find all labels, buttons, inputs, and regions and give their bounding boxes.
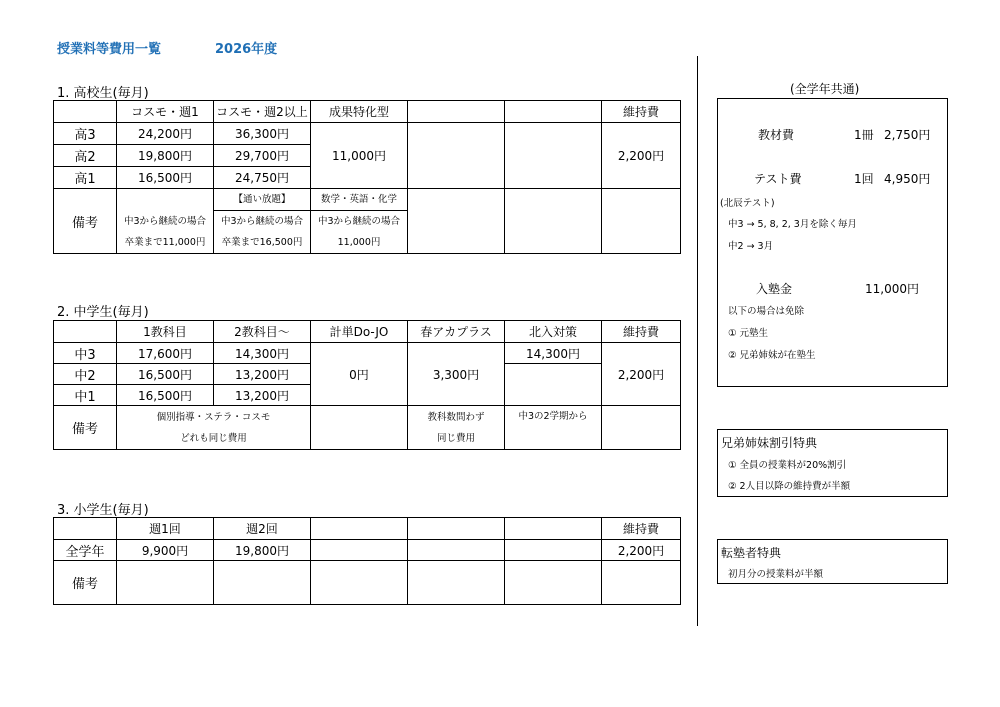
entry-value: 11,000円	[865, 282, 919, 296]
cell: 19,800円	[117, 145, 214, 167]
entry-note: 以下の場合は免除	[728, 306, 805, 317]
middle-section-title: 2. 中学生(毎月)	[57, 305, 149, 320]
cell: 24,750円	[214, 167, 311, 189]
cell: 29,700円	[214, 145, 311, 167]
common-fees-box	[717, 98, 948, 387]
note-line: 卒業まで16,500円	[221, 237, 303, 248]
kyozai-label: 教材費	[758, 128, 795, 142]
dojo-fee: 0円	[311, 343, 408, 406]
column-header: 春アカプラス	[408, 321, 505, 343]
note-line: 数学・英語・化学	[311, 189, 407, 211]
note-cell	[117, 406, 311, 450]
exempt-line: ② 兄弟姉妹が在塾生	[728, 350, 816, 361]
cell: 16,500円	[117, 385, 214, 406]
high-section-title: 1. 高校生(毎月)	[57, 86, 149, 101]
middle-school-table	[53, 320, 681, 450]
note-line: 卒業まで11,000円	[124, 237, 206, 248]
column-header: コスモ・週1	[117, 101, 214, 123]
test-note: (北辰テスト)	[720, 198, 775, 209]
cell: 13,200円	[214, 385, 311, 406]
fiscal-year: 2026年度	[215, 42, 278, 57]
test-line: 中2 → 3月	[728, 241, 774, 252]
elem-section-title: 3. 小学生(毎月)	[57, 503, 149, 518]
note-line: 中3の2学期から	[518, 411, 588, 422]
row-label: 高2	[54, 145, 117, 167]
corner-cell	[54, 518, 117, 540]
note-label: 備考	[54, 406, 117, 450]
empty-cell	[117, 561, 214, 605]
note-line: 同じ費用	[436, 432, 475, 444]
row-label: 高1	[54, 167, 117, 189]
row-label: 中2	[54, 364, 117, 385]
cell: 24,200円	[117, 123, 214, 145]
empty-cell	[505, 123, 602, 189]
column-header: コスモ・週2以上	[214, 101, 311, 123]
empty-cell	[408, 123, 505, 189]
empty-cell	[505, 540, 602, 561]
sibling-line: ① 全員の授業料が20%割引	[728, 460, 847, 471]
cell: 16,500円	[117, 167, 214, 189]
note-line: 11,000円	[337, 237, 381, 248]
column-header: 2教科目～	[214, 321, 311, 343]
common-title: (全学年共通)	[790, 82, 860, 96]
empty-cell	[602, 561, 681, 605]
table-row	[54, 518, 681, 540]
column-header: 計単Do-JO	[311, 321, 408, 343]
cell: 17,600円	[117, 343, 214, 364]
test-label: テスト費	[754, 172, 802, 186]
column-header: 維持費	[602, 321, 681, 343]
sibling-line: ② 2人目以降の維持費が半額	[728, 481, 851, 492]
empty-cell	[408, 540, 505, 561]
note-line: どれも同じ費用	[180, 432, 247, 444]
transfer-box	[717, 539, 948, 584]
note-line: 【通い放題】	[214, 189, 310, 211]
column-header: 週2回	[214, 518, 311, 540]
note-line: 教科数問わず	[427, 411, 485, 423]
seika-fee: 11,000円	[311, 123, 408, 189]
cell: 16,500円	[117, 364, 214, 385]
note-cell	[214, 189, 311, 254]
hokunyu-fee: 14,300円	[505, 343, 602, 364]
transfer-title: 転塾者特典	[721, 546, 782, 560]
cell: 14,300円	[214, 343, 311, 364]
column-header	[505, 518, 602, 540]
kyozai-value: 2,750円	[884, 128, 931, 142]
table-row	[54, 540, 681, 561]
test-value: 4,950円	[884, 172, 931, 186]
vertical-divider	[697, 56, 698, 626]
row-label: 全学年	[54, 540, 117, 561]
empty-cell	[311, 561, 408, 605]
sibling-discount-box	[717, 429, 948, 497]
empty-cell	[311, 406, 408, 450]
haru-fee: 3,300円	[408, 343, 505, 406]
exempt-line: ① 元塾生	[728, 328, 769, 339]
column-header	[408, 518, 505, 540]
empty-cell	[505, 189, 602, 254]
table-row	[54, 561, 681, 605]
test-unit: 1回	[854, 172, 874, 186]
table-row	[54, 189, 681, 254]
note-line: 中3から継続の場合	[220, 216, 304, 227]
empty-cell	[602, 406, 681, 450]
column-header: 1教科目	[117, 321, 214, 343]
maintenance-fee: 2,200円	[602, 343, 681, 406]
table-row	[54, 321, 681, 343]
high-school-table	[53, 100, 681, 254]
column-header: 維持費	[602, 101, 681, 123]
table-row	[54, 406, 681, 450]
column-header: 成果特化型	[311, 101, 408, 123]
table-row	[54, 343, 681, 364]
page-title: 授業料等費用一覧	[57, 42, 162, 57]
empty-cell	[602, 189, 681, 254]
column-header: 北入対策	[505, 321, 602, 343]
entry-label: 入塾金	[756, 282, 793, 296]
column-header: 維持費	[602, 518, 681, 540]
empty-cell	[408, 189, 505, 254]
kyozai-unit: 1冊	[854, 128, 874, 142]
note-label: 備考	[54, 561, 117, 605]
row-label: 中1	[54, 385, 117, 406]
table-row	[54, 101, 681, 123]
column-header	[505, 101, 602, 123]
elementary-table	[53, 517, 681, 605]
maintenance-fee: 2,200円	[602, 540, 681, 561]
corner-cell	[54, 101, 117, 123]
note-cell	[117, 189, 214, 254]
note-cell	[408, 406, 505, 450]
row-label: 中3	[54, 343, 117, 364]
empty-cell	[505, 364, 602, 406]
table-row	[54, 123, 681, 145]
note-label: 備考	[54, 189, 117, 254]
cell: 13,200円	[214, 364, 311, 385]
note-cell	[505, 406, 602, 450]
empty-cell	[311, 540, 408, 561]
maintenance-fee: 2,200円	[602, 123, 681, 189]
transfer-line: 初月分の授業料が半額	[728, 569, 824, 580]
note-cell	[311, 189, 408, 254]
column-header: 週1回	[117, 518, 214, 540]
cell: 36,300円	[214, 123, 311, 145]
row-label: 高3	[54, 123, 117, 145]
empty-cell	[408, 561, 505, 605]
note-line: 中3から継続の場合	[123, 216, 207, 227]
empty-cell	[214, 561, 311, 605]
corner-cell	[54, 321, 117, 343]
test-line: 中3 → 5, 8, 2, 3月を除く毎月	[728, 219, 857, 230]
sibling-title: 兄弟姉妹割引特典	[721, 436, 818, 450]
column-header	[408, 101, 505, 123]
note-line: 中3から継続の場合	[317, 216, 401, 227]
empty-cell	[505, 561, 602, 605]
note-line: 個別指導・ステラ・コスモ	[156, 411, 271, 423]
cell: 9,900円	[117, 540, 214, 561]
column-header	[311, 518, 408, 540]
cell: 19,800円	[214, 540, 311, 561]
